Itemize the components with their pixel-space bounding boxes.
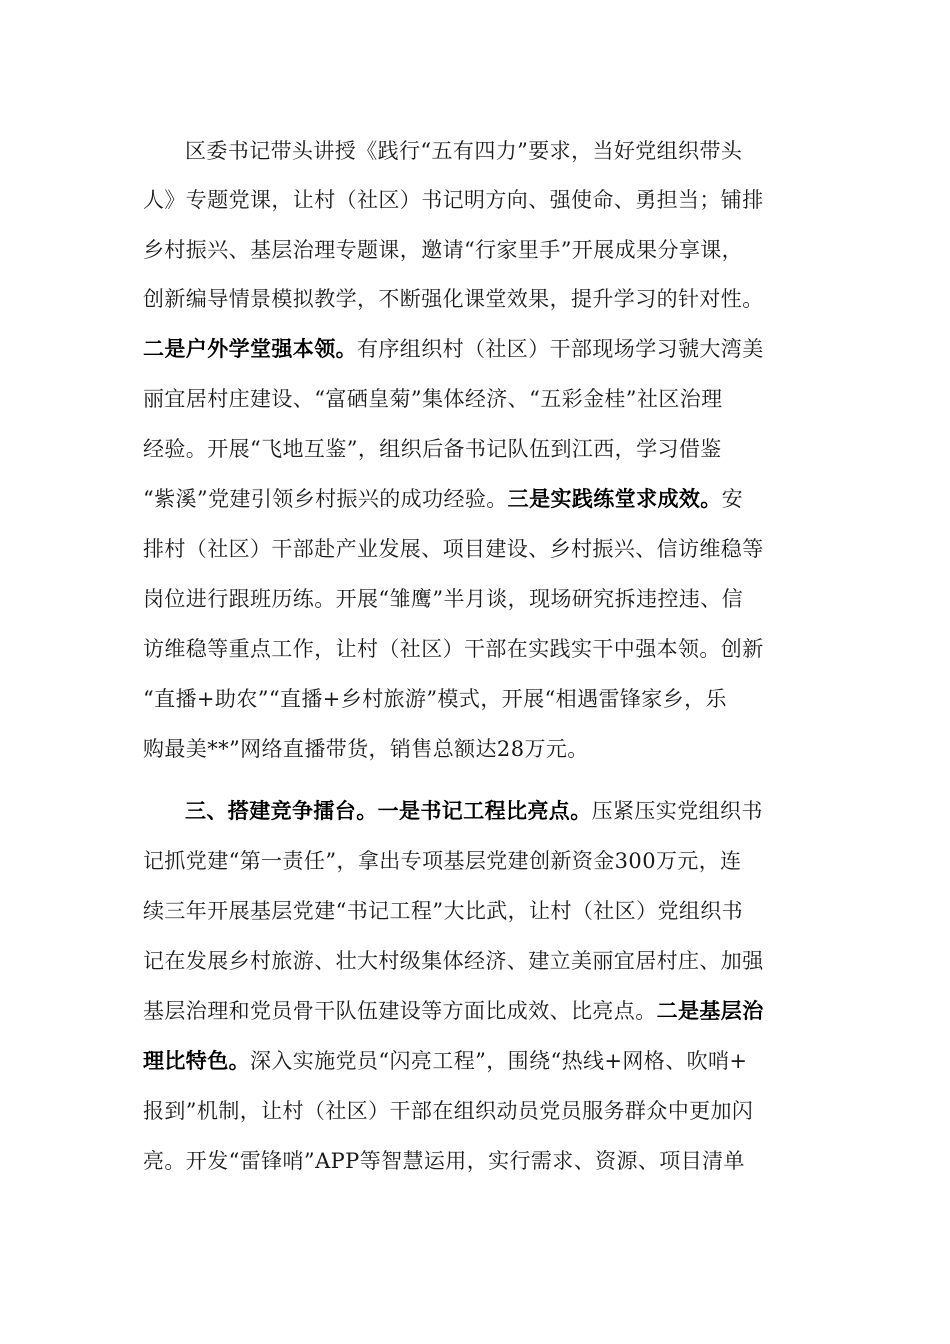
p1-line-1 <box>143 136 742 166</box>
text-run: “直播+助农”“直播+乡村旅游”模式，开展“相遇雷锋家乡，乐 <box>143 687 727 711</box>
p2-line-7 <box>143 1096 753 1126</box>
text-run: 丽宜居村庄建设、“富硒皇菊”集体经济、“五彩金桂”社区治理 <box>143 387 723 411</box>
text-run: 乡村振兴、基层治理专题课，邀请“行家里手”开展成果分享课， <box>143 238 744 262</box>
p1-line-2 <box>143 185 764 215</box>
text-run: 创新编导情景模拟教学，不断强化课堂效果，提升学习的针对性。 <box>143 287 764 311</box>
bold-heading: 理比特色。 <box>143 1048 250 1073</box>
p2-line-6 <box>143 1046 747 1076</box>
text-run: 人》专题党课，让村（社区）书记明方向、强使命、勇担当；铺排 <box>143 188 764 212</box>
p1-line-11 <box>143 634 764 664</box>
text-run: 压紧压实党组织书 <box>591 799 763 823</box>
text-run: 经验。开展“飞地互鉴”，组织后备书记队伍到江西，学习借鉴 <box>143 437 722 461</box>
p1-line-5 <box>143 334 764 364</box>
text-run: 记在发展乡村旅游、壮大村级集体经济、建立美丽宜居村庄、加强 <box>143 949 764 973</box>
p1-line-8 <box>143 484 743 514</box>
text-run: 报到”机制，让村（社区）干部在组织动员党员服务群众中更加闪 <box>143 1099 754 1123</box>
text-run: 续三年开展基层党建“书记工程”大比武，让村（社区）党组织书 <box>143 899 744 923</box>
p1-line-12 <box>143 684 727 714</box>
text-run: 基层治理和党员骨干队伍建设等方面比成效、比亮点。 <box>143 999 657 1023</box>
p1-line-7 <box>143 434 722 464</box>
p1-line-10 <box>143 584 743 614</box>
text-run: 区委书记带头讲授《践行“五有四力”要求，当好党组织带头 <box>185 139 743 163</box>
text-run: 访维稳等重点工作，让村（社区）干部在实践实干中强本领。创新 <box>143 637 764 661</box>
p2-line-8 <box>143 1146 745 1176</box>
p2-line-5 <box>143 996 764 1026</box>
p1-line-6 <box>143 384 723 414</box>
p1-line-4 <box>143 284 764 314</box>
p2-line-3 <box>143 896 743 926</box>
text-run: 安 <box>721 487 744 511</box>
bold-heading: 三、搭建竞争擂台。一是书记工程比亮点。 <box>185 798 592 823</box>
p1-line-3 <box>143 235 743 265</box>
bold-heading: 二是户外学堂强本领。 <box>143 336 357 361</box>
text-run: 购最美**”网络直播带货，销售总额达28万元。 <box>143 737 589 761</box>
p2-line-1 <box>143 796 763 826</box>
text-run: 有序组织村（社区）干部现场学习虢大湾美 <box>357 337 764 361</box>
bold-heading: 二是基层治 <box>656 998 764 1023</box>
text-run: 深入实施党员“闪亮工程”，围绕“热线+网格、吹哨+ <box>250 1049 748 1073</box>
text-run: 亮。开发“雷锋哨”APP等智慧运用，实行需求、资源、项目清单 <box>143 1149 745 1173</box>
text-run: 排村（社区）干部赴产业发展、项目建设、乡村振兴、信访维稳等 <box>143 537 764 561</box>
bold-heading: 三是实践练堂求成效。 <box>507 486 722 511</box>
p1-line-13 <box>143 734 589 764</box>
p1-line-9 <box>143 534 764 564</box>
p2-line-2 <box>143 846 742 876</box>
text-run: “紫溪”党建引领乡村振兴的成功经验。 <box>143 487 508 511</box>
p2-line-4 <box>143 946 764 976</box>
text-run: 记抓党建“第一责任”，拿出专项基层党建创新资金300万元，连 <box>143 849 742 873</box>
text-run: 岗位进行跟班历练。开展“雏鹰”半月谈，现场研究拆违控违、信 <box>143 587 744 611</box>
